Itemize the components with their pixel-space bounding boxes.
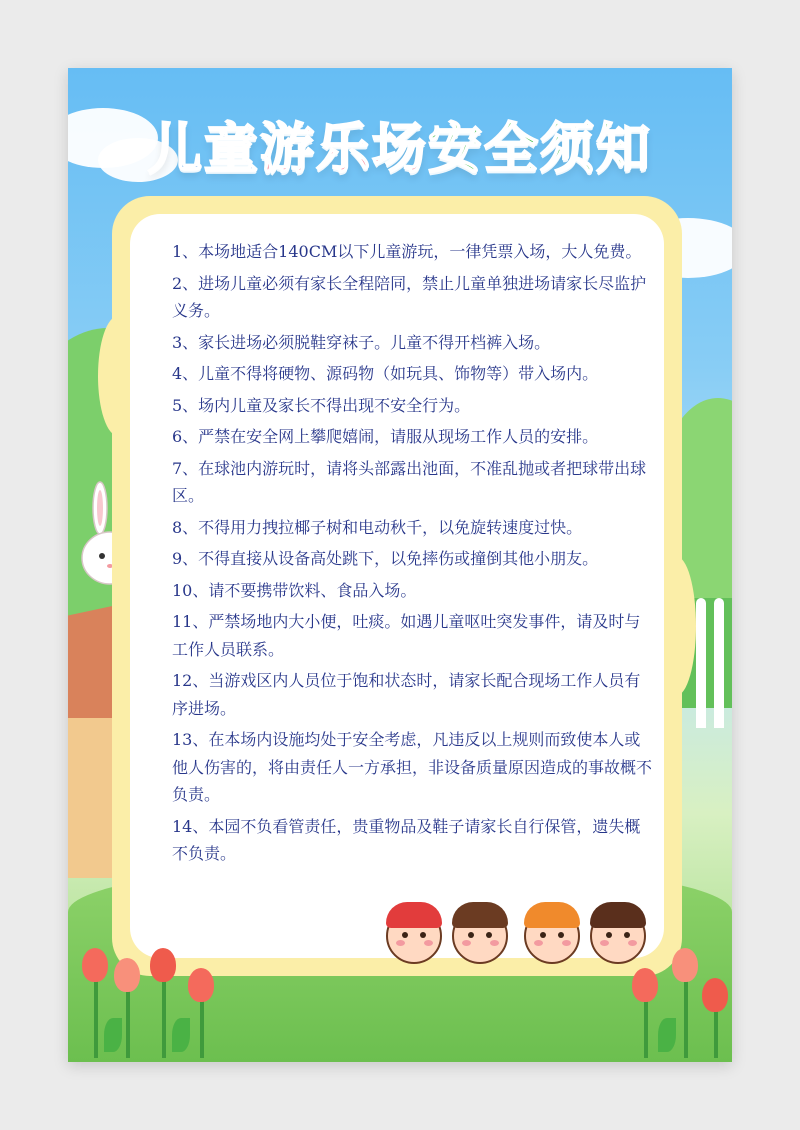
- kid-girl-2-icon: [524, 908, 580, 964]
- rule-item: 13、在本场内设施均处于安全考虑，凡违反以上规则而致使本人或他人伤害的，将由责任人一方承担，非设备质量原因造成的事故概不负责。: [172, 730, 653, 804]
- rule-item: 3、家长进场必须脱鞋穿袜子。儿童不得开档裤入场。: [172, 332, 551, 352]
- rule-item: 9、不得直接从设备高处跳下，以免摔伤或撞倒其他小朋友。: [172, 549, 599, 568]
- rule-item: 12、当游戏区内人员位于饱和状态时，请家长配合现场工作人员有序进场。: [172, 671, 641, 718]
- fence-icon: [692, 598, 732, 728]
- kid-boy-icon: [386, 908, 442, 964]
- rule-item: 8、不得用力拽拉椰子树和电动秋千，以免旋转速度过快。: [172, 517, 583, 537]
- rule-item: 14、本园不负看管责任，贵重物品及鞋子请家长自行保管，遗失概不负责。: [172, 816, 641, 863]
- page-title: [68, 106, 732, 183]
- rule-item: 4、儿童不得将硬物、源码物（如玩具、饰物等）带入场内。: [172, 364, 599, 383]
- poster: [68, 68, 732, 1062]
- kid-girl-3-icon: [590, 908, 646, 964]
- kids-illustration: [378, 898, 648, 978]
- rule-item: 5、场内儿童及家长不得出现不安全行为。: [172, 395, 471, 415]
- rule-item: 6、严禁在安全网上攀爬嬉闹，请服从现场工作人员的安排。: [172, 427, 599, 446]
- rule-item: 1、本场地适合140CM以下儿童游玩，一律凭票入场，大人免费。: [172, 242, 642, 261]
- title-part-1: 儿童: [148, 117, 260, 180]
- title-part-3: 安全须知: [428, 117, 652, 180]
- rule-item: 2、进场儿童必须有家长全程陪同，禁止儿童单独进场请家长尽监护义务。: [172, 273, 647, 320]
- rule-item: 10、请不要携带饮料、食品入场。: [172, 580, 417, 600]
- rule-item: 7、在球池内游玩时，请将头部露出池面，不准乱抛或者把球带出球区。: [172, 458, 647, 505]
- kid-girl-1-icon: [452, 908, 508, 964]
- rules-list: [172, 238, 656, 872]
- rule-item: 11、严禁场地内大小便，吐痰。如遇儿童呕吐突发事件，请及时与工作人员联系。: [172, 612, 641, 659]
- title-part-2: 游乐场: [260, 117, 428, 180]
